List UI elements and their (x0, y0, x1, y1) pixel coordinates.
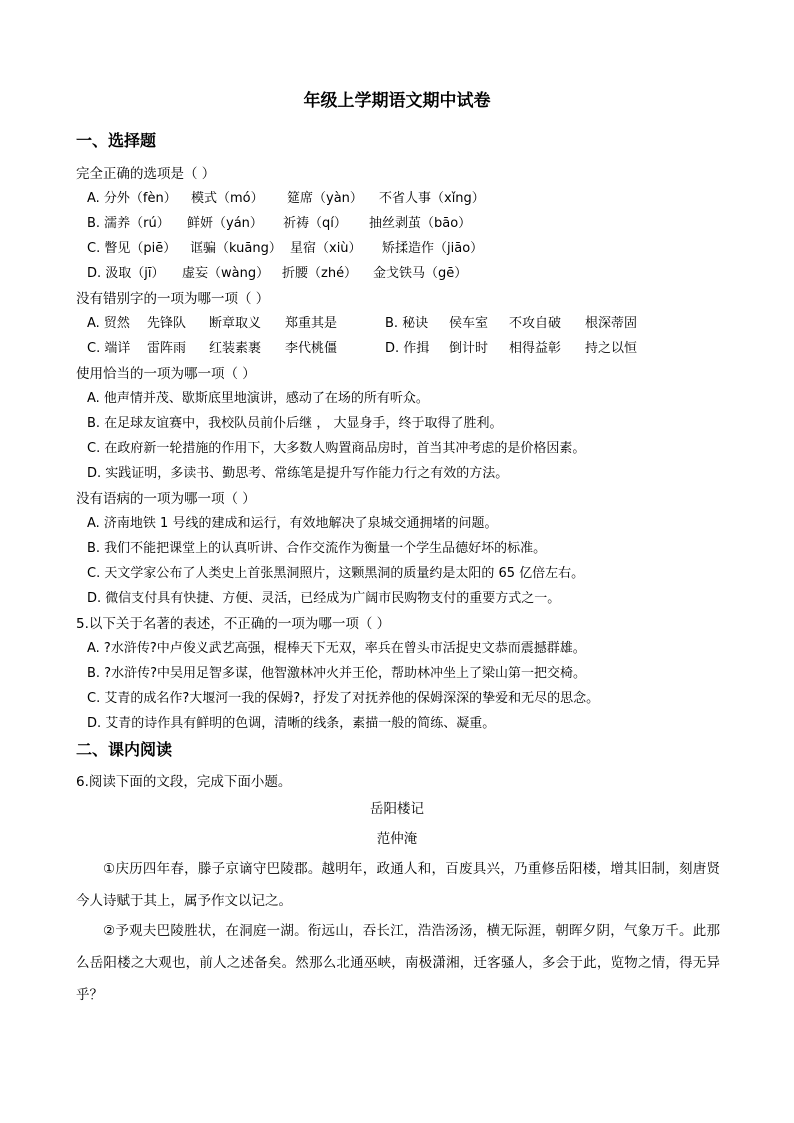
question-stem-5: 5.以下关于名著的表述，不正确的一项为哪一项（ ） (76, 616, 391, 632)
q2-cell: 根深蒂固 (585, 316, 638, 331)
q2-cell: 李代桃僵 (285, 341, 338, 356)
text-title: 岳阳楼记 (370, 801, 424, 817)
q4-option-c: C. 天文学家公布了人类史上首张黑洞照片，这颗黑洞的质量约是太阳的 65 亿倍左右。 (87, 566, 585, 581)
q2-cell: 不攻自破 (509, 316, 562, 331)
q1-cell: 抽丝剥茧（bāo） (369, 216, 472, 231)
question-stem-6: 6.阅读下面的文段，完成下面小题。 (76, 774, 292, 790)
q1-cell: D. 汲取（jī） (87, 266, 165, 281)
q2-cell: 持之以恒 (585, 341, 638, 356)
q4-option-a: A. 济南地铁 1 号线的建成和运行，有效地解决了泉城交通拥堵的问题。 (87, 516, 498, 531)
question-stem-3: 使用恰当的一项为哪一项（ ） (76, 366, 256, 382)
section-heading-reading: 二、课内阅读 (76, 740, 173, 759)
q1-cell: A. 分外（fèn） (87, 191, 177, 206)
q1-cell: 不省人事（xǐng） (379, 191, 485, 206)
q2-cell: 侯车室 (449, 316, 489, 331)
passage-paragraph-1: ①庆历四年春，滕子京谪守巴陵郡。越明年，政通人和，百废具兴，乃重修岳阳楼，增其旧制，刻唐贤今人诗赋于其上，属予作文以记之。 (76, 861, 720, 909)
question-stem-4: 没有语病的一项为哪一项（ ） (76, 491, 256, 507)
q5-option-d: D. 艾青的诗作具有鲜明的色调，清晰的线条，素描一般的简练、凝重。 (87, 716, 496, 731)
q3-option-b: B. 在足球友谊赛中，我校队员前仆后继 ， 大显身手，终于取得了胜利。 (87, 416, 503, 431)
q1-cell: 诓骗（kuāng） (190, 241, 282, 256)
q5-option-c: C. 艾青的成名作?大堰河一我的保姆?，抒发了对抚养他的保姆深深的挚爱和无尽的思念。 (87, 691, 600, 706)
q2-cell: A. 贸然 (87, 316, 130, 331)
q1-cell: 虚妄（wàng） (182, 266, 270, 281)
q4-option-b: B. 我们不能把课堂上的认真听讲、合作交流作为衡量一个学生品德好坏的标准。 (87, 541, 547, 556)
q2-cell: D. 作揖 (385, 341, 430, 356)
q2-cell: B. 秘诀 (385, 316, 429, 331)
q2-cell: C. 端详 (87, 341, 131, 356)
text-author: 范仲淹 (376, 831, 418, 847)
q5-option-b: B. ?水浒传?中吴用足智多谋，他智激林冲火并王伦，帮助林冲坐上了梁山第一把交椅。 (87, 666, 586, 681)
passage-paragraph-2: ②予观夫巴陵胜状，在洞庭一湖。衔远山，吞长江，浩浩汤汤，横无际涯，朝晖夕阴，气象万千。此那么岳阳楼之大观也，前人之述备矣。然那么北通巫峡，南极潇湘，迁客骚人，多会于此，览物之情，得无异乎？ (76, 923, 720, 1003)
q3-option-d: D. 实践证明，多读书、勤思考、常练笔是提升写作能力行之有效的方法。 (87, 466, 509, 481)
page-title: 年级上学期语文期中试卷 (303, 91, 491, 111)
q3-option-a: A. 他声情并茂、歇斯底里地演讲，感动了在场的所有听众。 (87, 391, 429, 406)
q1-cell: B. 濡养（rú） (87, 216, 170, 231)
q2-cell: 相得益彰 (509, 341, 562, 356)
q1-cell: 折腰（zhé） (282, 266, 358, 281)
q1-cell: 模式（mó） (191, 191, 264, 206)
q1-cell: 筵席（yàn） (287, 191, 363, 206)
q2-cell: 郑重其是 (285, 316, 338, 331)
section-heading-choice: 一、选择题 (76, 131, 157, 150)
q1-cell: 星宿（xiù） (290, 241, 362, 256)
q1-cell: C. 瞥见（piē） (87, 241, 177, 256)
q3-option-c: C. 在政府新一轮措施的作用下，大多数人购置商品房时，首当其冲考虑的是价格因素。 (87, 441, 586, 456)
q2-cell: 雷阵雨 (147, 341, 187, 356)
q2-cell: 红装素裹 (209, 341, 262, 356)
q1-cell: 矫揉造作（jiāo） (382, 241, 484, 256)
q5-option-a: A. ?水浒传?中卢俊义武艺高强，棍棒天下无双，率兵在曾头市活捉史文恭而震撼群雄。 (87, 641, 586, 656)
q2-cell: 先锋队 (147, 316, 187, 331)
q1-cell: 金戈铁马（gē） (373, 266, 468, 281)
question-stem-1: 完全正确的选项是（ ） (76, 166, 216, 182)
question-stem-2: 没有错别字的一项为哪一项（ ） (76, 291, 270, 307)
q2-cell: 断章取义 (209, 316, 262, 331)
q1-cell: 祈祷（qí） (283, 216, 347, 231)
q2-cell: 倒计时 (449, 341, 489, 356)
q4-option-d: D. 微信支付具有快捷、方便、灵活，已经成为广阔市民购物支付的重要方式之一。 (87, 591, 561, 606)
q1-cell: 鲜妍（yán） (187, 216, 263, 231)
